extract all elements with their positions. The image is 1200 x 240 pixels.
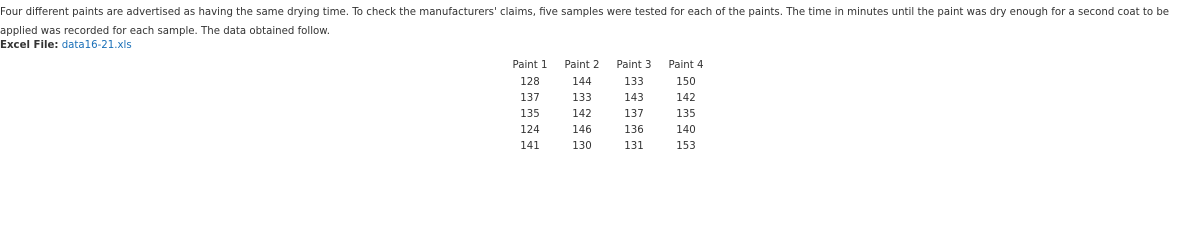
column-header-paint-4: Paint 4 xyxy=(668,59,704,71)
column-header-paint-2: Paint 2 xyxy=(564,59,600,71)
table-cell: 133 xyxy=(572,92,592,104)
table-cell: 137 xyxy=(624,108,644,120)
table-cell: 140 xyxy=(676,124,696,136)
table-header-row xyxy=(504,56,712,74)
table-cell: 133 xyxy=(624,76,644,88)
drying-time-table xyxy=(504,56,712,154)
table-cell: 137 xyxy=(520,92,540,104)
table-cell: 146 xyxy=(572,124,592,136)
table-row xyxy=(504,90,712,106)
table-cell: 135 xyxy=(520,108,540,120)
column-header-paint-1: Paint 1 xyxy=(512,59,548,71)
table-cell: 144 xyxy=(572,76,592,88)
table-cell: 142 xyxy=(676,92,696,104)
excel-file-link[interactable]: data16-21.xls xyxy=(61,40,132,51)
table-cell: 124 xyxy=(520,124,540,136)
table-cell: 136 xyxy=(624,124,644,136)
table-row xyxy=(504,74,712,90)
problem-statement: Four different paints are advertised as having the same drying time. To check the manufacturers' claims, five samples were tested for each of the paints. The time in minutes until the paint was dry enough for a second coat to be applied was recorded for each sample. The data obtained follow. xyxy=(0,7,1170,37)
table-cell: 153 xyxy=(676,140,696,152)
table-cell: 131 xyxy=(624,140,644,152)
table-cell: 150 xyxy=(676,76,696,88)
table-cell: 141 xyxy=(520,140,540,152)
column-header-paint-3: Paint 3 xyxy=(616,59,652,71)
table-cell: 143 xyxy=(624,92,644,104)
table-row xyxy=(504,138,712,154)
table-cell: 135 xyxy=(676,108,696,120)
table-cell: 130 xyxy=(572,140,592,152)
excel-file-line xyxy=(0,39,132,53)
table-cell: 128 xyxy=(520,76,540,88)
excel-file-label: Excel File: xyxy=(0,40,59,51)
table-cell: 142 xyxy=(572,108,592,120)
table-row xyxy=(504,122,712,138)
table-row xyxy=(504,106,712,122)
